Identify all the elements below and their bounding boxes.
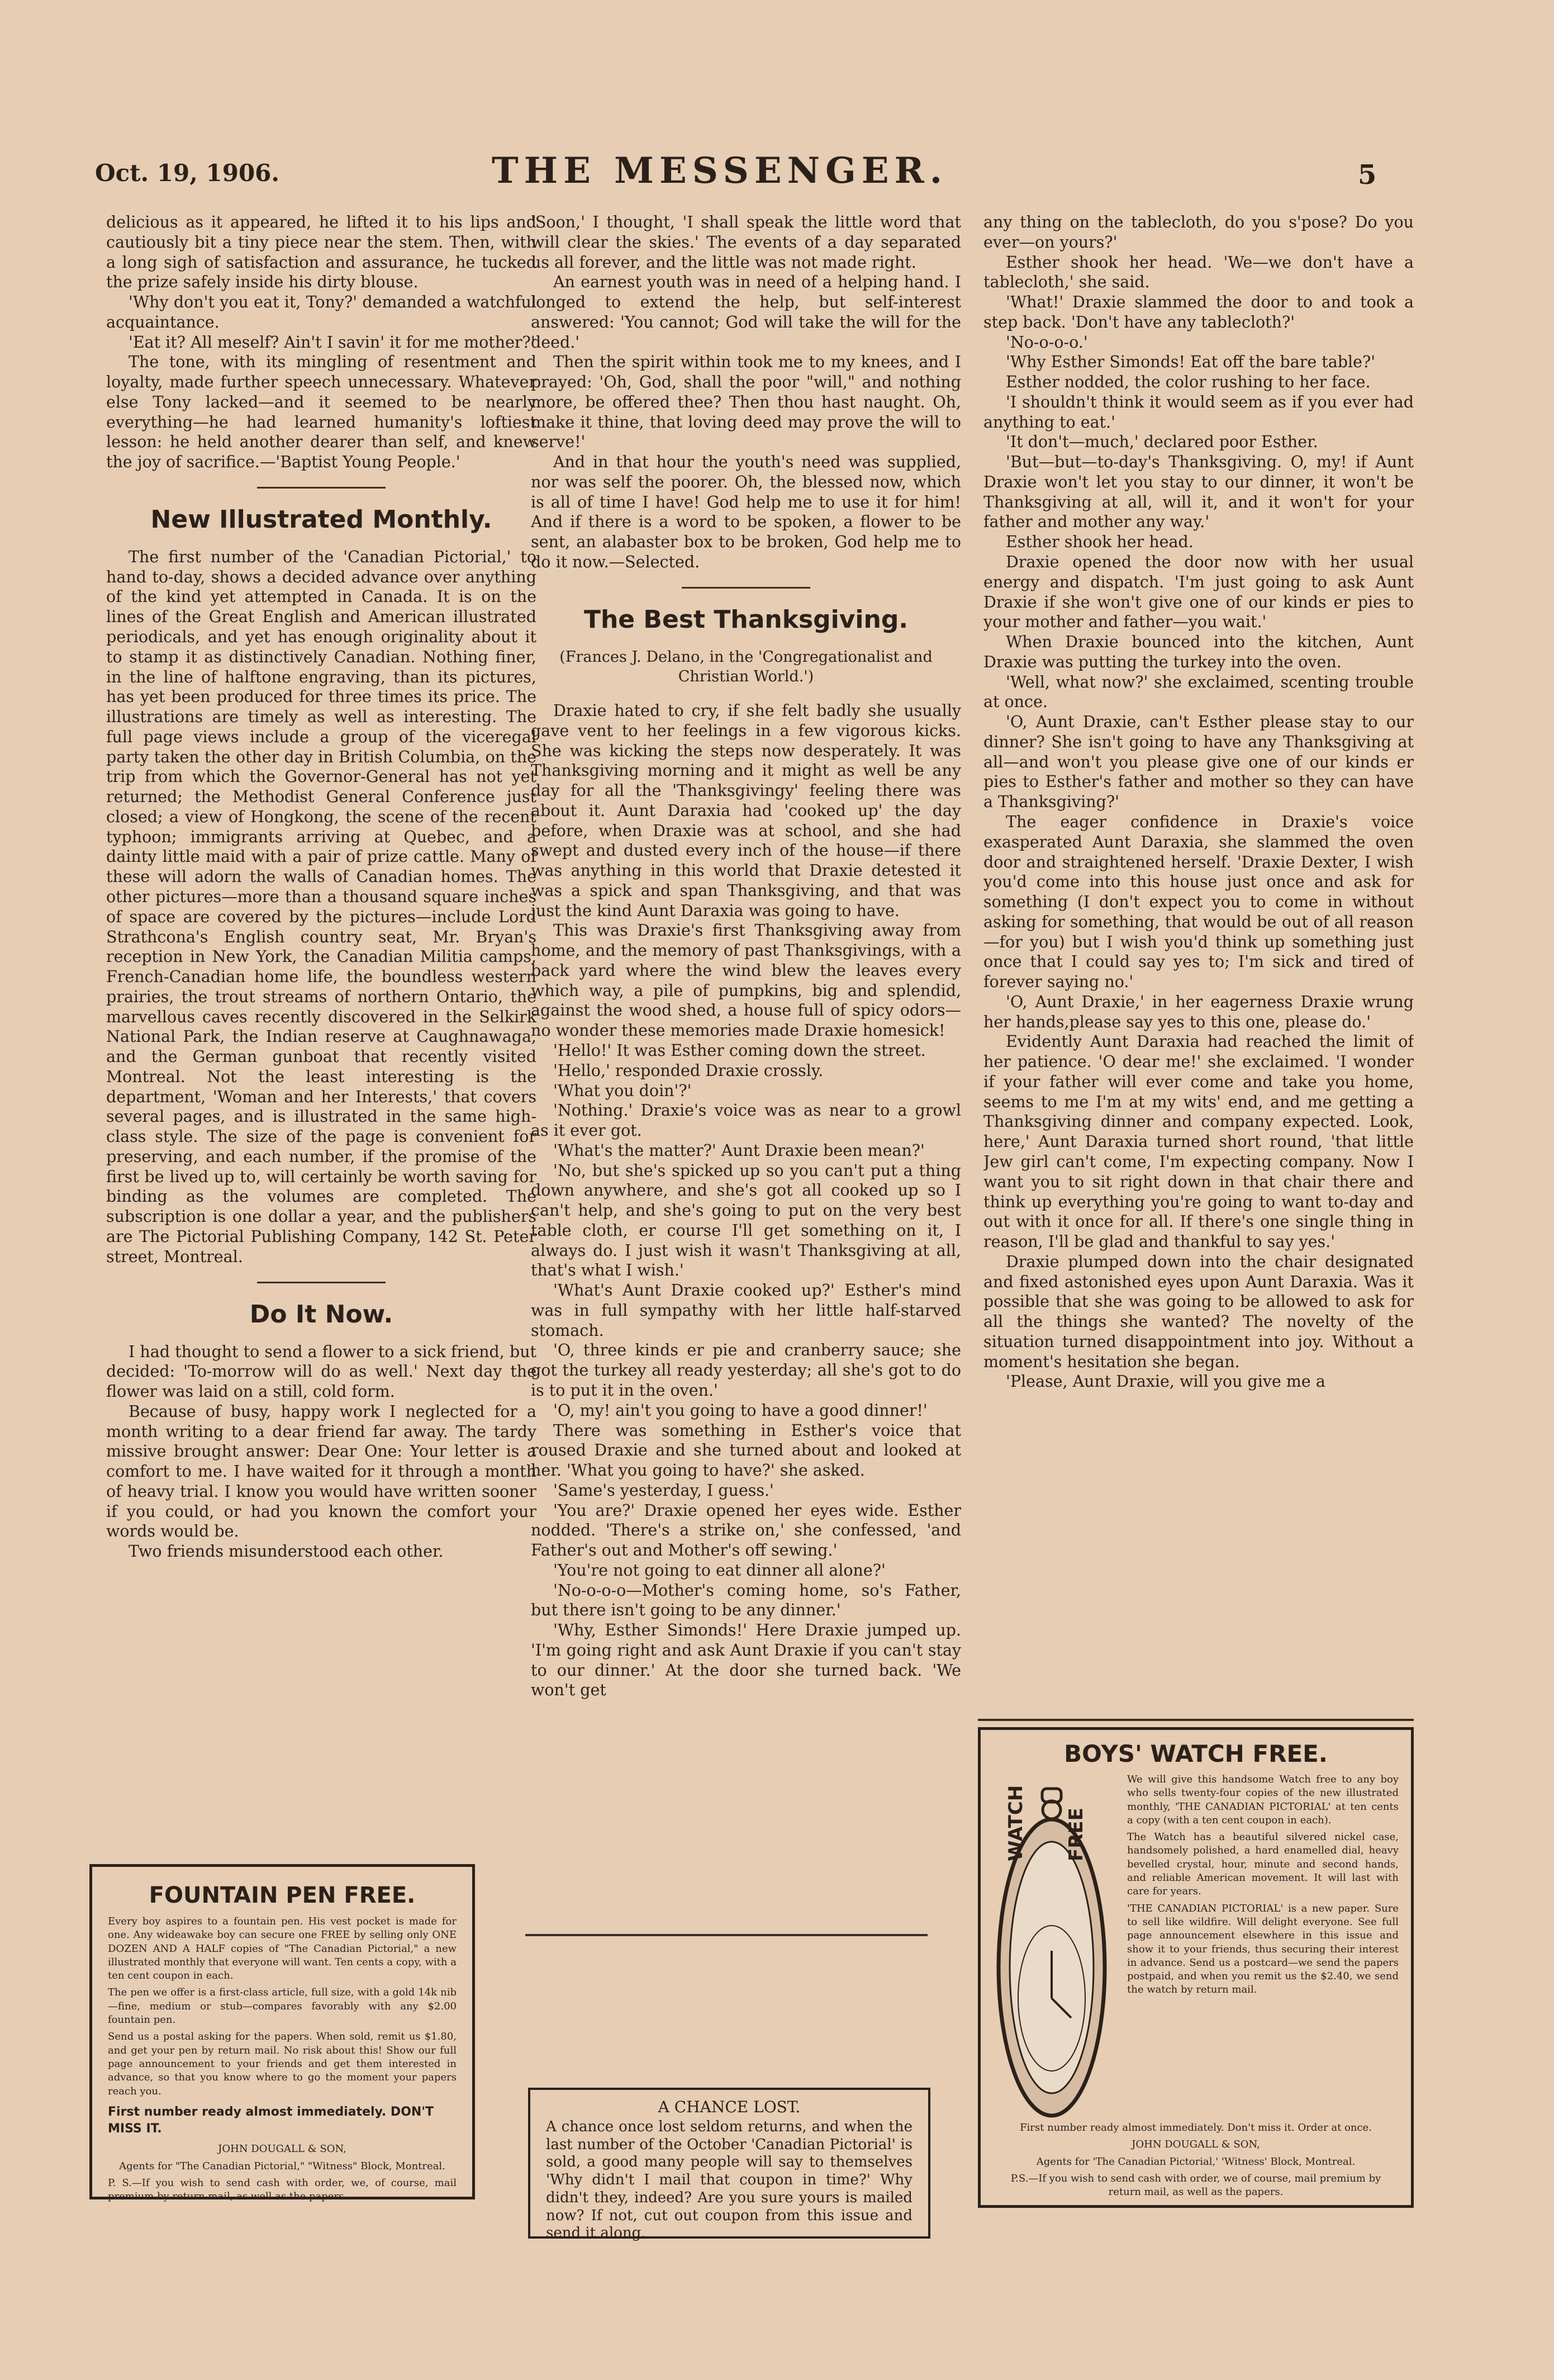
watch-word: WATCH xyxy=(1005,1785,1027,1861)
article-title-best-thanksgiving: The Best Thanksgiving. xyxy=(583,605,909,634)
ad-title: BOYS' WATCH FREE. xyxy=(1064,1740,1328,1767)
paragraph: 'No-o-o-o.' xyxy=(1006,333,1088,352)
paragraph: The tone, with its mingling of resentment and loyalty, made further speech unnecessary. Whatever else Tony lacked—and it seemed to be nearly everything—he had learned humanity's loftiest lesson: he held another dearer than self, and knew the joy of sacrifice.—'Baptist Young People.' xyxy=(106,353,536,472)
paragraph: 'No, but she's spicked up so you can't put a thing down anywhere, and she's got all cooked up so I can't help, and she's going to put on the very best table cloth, er course I'll get something on it, I always do. I just wish it wasn't Thanksgiving at all, that's what I wish.' xyxy=(531,1161,961,1280)
paragraph: 'What you doin'?' xyxy=(553,1081,692,1100)
paragraph: 'What!' Draxie slammed the door to and took a step back. 'Don't have any tablecloth?' xyxy=(983,293,1414,331)
paragraph: When Draxie bounced into the kitchen, Aunt Draxie was putting the turkey into the oven. xyxy=(983,633,1414,671)
paragraph: Evidently Aunt Daraxia had reached the limit of her patience. 'O dear me!' she exclaimed. 'I wonder if your father will ever come and take you home, seems to me I'm at my wits' end, and me getting a Thanksgiving dinner and company expected. Look, here,' Aunt Daraxia turned short round, 'that little Jew girl can't come, I'm expecting company. Now I want you to sit right down in that chair there and think up everything you're going to want to-day and out with it once for all. If there's one single thing in reason, I'll be glad and thankful to say yes.' xyxy=(983,1032,1414,1251)
paragraph: 'What's Aunt Draxie cooked up?' Esther's mind was in full sympathy with her little half-starved stomach. xyxy=(531,1281,961,1340)
ad-boys-watch xyxy=(978,1727,1414,2208)
paragraph: 'Same's yesterday, I guess.' xyxy=(553,1481,774,1500)
paragraph: 'Please, Aunt Draxie, will you give me a xyxy=(1006,1372,1325,1391)
paragraph: 'You're not going to eat dinner all alone?' xyxy=(553,1561,886,1580)
paragraph: Two friends misunderstood each other. xyxy=(129,1542,444,1561)
paragraph: 'It don't—much,' declared poor Esther. xyxy=(1006,433,1318,452)
ad-text: Every boy aspires to a fountain pen. His vest pocket is made for one. Any wideawake boy can secure one FREE by selling only ONE DOZEN AND A HALF copies of "The Canadian Pictorial," a new illustrated monthly that everyone will want. Ten cents a copy, with a ten cent coupon in each. xyxy=(108,1916,457,1982)
masthead-title: THE MESSENGER. xyxy=(492,150,948,192)
paragraph: Draxie opened the door now with her usual energy and dispatch. 'I'm just going to ask Aunt Draxie if she won't give one of our kinds er pies to your mother and father—you wait.' xyxy=(983,553,1414,632)
page-number: 5 xyxy=(1358,159,1377,191)
paragraph: 'O, three kinds er pie and cranberry sauce; she got the turkey all ready yesterday; all she's got to do is to put it in the oven.' xyxy=(531,1341,961,1400)
ad-title: A CHANCE LOST. xyxy=(658,2098,801,2116)
paragraph: 'Well, what now?' she exclaimed, scenting trouble at once. xyxy=(983,672,1414,712)
issue-date: Oct. 19, 1906. xyxy=(95,159,280,187)
paragraph: 'What's the matter?' Aunt Draxie been mean?' xyxy=(553,1141,925,1160)
ad-notice: First number ready almost immediately. Don't miss it. Order at once. xyxy=(1020,2122,1372,2134)
column-left xyxy=(106,212,536,1859)
divider-rule xyxy=(525,1934,928,1936)
ad-title: FOUNTAIN PEN FREE. xyxy=(149,1883,416,1908)
ad-publisher: JOHN DOUGALL & SON, xyxy=(218,2143,346,2155)
paragraph: Then the spirit within took me to my knees, and I prayed: 'Oh, God, shall the poor "will," and nothing more, be offered thee? Then thou hast naught. Oh, make it thine, that loving deed may prove the will to serve!' xyxy=(531,353,961,452)
ad-text: We will give this handsome Watch free to any boy who sells twenty-four copies of the new illustrated monthly, 'THE CANADIAN PICTORIAL' at ten cents a copy (with a ten cent coupon in each). xyxy=(1127,1774,1399,1826)
paragraph: There was something in Esther's voice that roused Draxie and she turned about and looked at her. 'What you going to have?' she asked. xyxy=(531,1421,961,1480)
ad-chance-lost xyxy=(528,2088,930,2242)
ad-text: The pen we offer is a first-class article, full size, with a gold 14k nib—fine, medium or stub—compares favorably with any $2.00 fountain pen. xyxy=(108,1987,457,2026)
pocket-watch-icon xyxy=(993,1783,1110,2118)
ad-notice: First number ready almost immediately. DON'T MISS IT. xyxy=(108,2104,434,2136)
paragraph: 'Why don't you eat it, Tony?' demanded a watchful acquaintance. xyxy=(106,293,536,331)
paragraph: Draxie hated to cry, if she felt badly she usually gave vent to her feelings in a few vigorous kicks. She was kicking the steps now desperately. It was Thanksgiving morning and it might as well be any day for all the 'Thanksgivingy' feeling there was about it. Aunt Daraxia had 'cooked up' the day before, when Draxie was at school, and she had swept and dusted every inch of the house—if there was anything in this world that Draxie detested it was a spick and span Thanksgiving, and that was just the kind Aunt Daraxia was going to have. xyxy=(531,701,961,920)
paragraph: Esther nodded, the color rushing to her face. xyxy=(1006,373,1371,392)
paragraph: Because of busy, happy work I neglected for a month writing to a dear friend far away. The tardy missive brought answer: Dear One: Your letter is a comfort to me. I have waited for it through a month of heavy trial. I know you would have written sooner if you could, or had you known the comfort your words would be. xyxy=(106,1402,536,1541)
paragraph: 'No-o-o-o—Mother's coming home, so's Father, but there isn't going to be any dinner.' xyxy=(531,1581,961,1620)
ad-agents: Agents for "The Canadian Pictorial," "Witness" Block, Montreal. xyxy=(119,2160,445,2172)
column-right xyxy=(983,212,1414,1722)
paragraph: any thing on the tablecloth, do you s'pose? Do you ever—on yours?' xyxy=(983,213,1414,252)
divider-rule xyxy=(978,1719,1414,1721)
article-byline: (Frances J. Delano, in the 'Congregationalist and Christian World.') xyxy=(559,648,933,685)
paragraph: An earnest youth was in need of a helping hand. I longed to extend the help, but self-interest answered: 'You cannot; God will take the will for the deed.' xyxy=(531,273,961,352)
paragraph: Esther shook her head. 'We—we don't have a tablecloth,' she said. xyxy=(983,253,1414,292)
paragraph: And in that hour the youth's need was supplied, nor was self the poorer. Oh, the blessed now, which is all of time I have! God help me to use it for him! And if there is a word to be spoken, a flower to be sent, an alabaster box to be broken, God help me to do it now.—Selected. xyxy=(531,453,961,572)
ad-body xyxy=(1127,1773,1399,1997)
ad-fountain-pen xyxy=(89,1864,475,2203)
paragraph: Draxie plumped down into the chair designated and fixed astonished eyes upon Aunt Daraxia. Was it possible that she was going to be allowed to ask for all the things she wanted? The novelty of the situation turned disappointment into joy. Without a moment's hesitation she began. xyxy=(983,1252,1414,1371)
ad-text: 'THE CANADIAN PICTORIAL' is a new paper. Sure to sell like wildfire. Will delight everyone. See full page announcement elsewhere in this issue and show it to your friends, thus securing their interest in advance. Send us a postcard—we send the papers postpaid, and when you remit us the $2.40, we send the watch by return mail. xyxy=(1127,1902,1399,1996)
paragraph: I had thought to send a flower to a sick friend, but decided: 'To-morrow will do as well.' Next day the flower was laid on a still, cold form. xyxy=(106,1342,536,1401)
free-word: FREE xyxy=(1065,1808,1087,1861)
paragraph: The eager confidence in Draxie's voice exasperated Aunt Daraxia, she slammed the oven door and straightened herself. 'Draxie Dexter, I wish you'd come into this house just once and ask for something (I don't expect you to come in without asking for something, that would be out of all reason—for you) but I wish you'd think up something just once that I could say yes to; I'm sick and tired of forever saying no.' xyxy=(983,812,1414,992)
paragraph: Esther shook her head. xyxy=(1006,533,1194,552)
paragraph: 'Nothing.' Draxie's voice was as near to a growl as it ever got. xyxy=(531,1101,961,1140)
ad-agents: Agents for 'The Canadian Pictorial,' 'Witness' Block, Montreal. xyxy=(1036,2155,1356,2168)
paragraph: 'Why Esther Simonds! Eat off the bare table?' xyxy=(1006,353,1376,372)
watch-illustration xyxy=(993,1783,1110,2118)
paragraph: The first number of the 'Canadian Pictorial,' to hand to-day, shows a decided advance over anything of the kind yet attempted in Canada. It is on the lines of the Great English and American illustrated periodicals, and yet has enough originality about it to stamp it as distinctively Canadian. Nothing finer, in the line of halftone engraving, than its pictures, has yet been produced for three times its price. The illustrations are timely as well as interesting. The full page views include a group of the viceregal party taken the other day in British Columbia, on the trip from which the Governor-General has not yet returned; the Methodist General Conference just closed; a view of Hongkong, the scene of the recent typhoon; immigrants arriving at Quebec, and a dainty little maid with a pair of prize cattle. Many of these will adorn the walls of Canadian homes. The other pictures—more than a thousand square inches of space are covered by the pictures—include Lord Strathcona's English country seat, Mr. Bryan's reception in New York, the Canadian Militia camps, French-Canadian home life, the boundless western prairies, the trout streams of northern Ontario, the marvellous caves recently discovered in the Selkirk National Park, the Indian reserve at Caughnawaga, and the German gunboat that recently visited Montreal. Not the least interesting is the department, 'Woman and her Interests,' that covers several pages, and is illustrated in the same high-class style. The size of the page is convenient for preserving, and each number, if the promise of the first be lived up to, will certainly be worth saving for binding as the volumes are completed. The subscription is one dollar a year, and the publishers are The Pictorial Publishing Company, 142 St. Peter street, Montreal. xyxy=(106,547,536,1266)
paragraph: 'O, Aunt Draxie,' in her eagerness Draxie wrung her hands,please say yes to this one, please do.' xyxy=(983,992,1414,1031)
divider-rule xyxy=(257,487,386,489)
paragraph: 'O, Aunt Draxie, can't Esther please stay to our dinner? She isn't going to have any Thanksgiving at all—and won't you please give one of our kinds er pies to Esther's father and mother so they can have a Thanksgiving?' xyxy=(983,713,1414,812)
ad-postscript: P.S.—If you wish to send cash with order, we of course, mail premium by return mail, as well as the papers. xyxy=(1010,2172,1381,2198)
divider-rule xyxy=(257,1282,386,1283)
column-middle xyxy=(531,212,961,1928)
paragraph: 'Why, Esther Simonds!' Here Draxie jumped up. 'I'm going right and ask Aunt Draxie if you can't stay to our dinner.' At the door she turned back. 'We won't get xyxy=(531,1621,961,1700)
paragraph: delicious as it appeared, he lifted it to his lips and cautiously bit a tiny piece near the stem. Then, with a long sigh of satisfaction and assurance, he tucked the prize safely inside his dirty blouse. xyxy=(106,213,536,292)
paragraph: 'O, my! ain't you going to have a good dinner!' xyxy=(553,1401,928,1420)
ad-publisher: JOHN DOUGALL & SON, xyxy=(1132,2139,1260,2151)
ad-text: The Watch has a beautiful silvered nickel case, handsomely polished, a hard enamelled dial, heavy bevelled crystal, hour, minute and second hands, and reliable American movement. It will last with care for years. xyxy=(1127,1831,1399,1898)
paragraph: 'But—but—to-day's Thanksgiving. O, my! if Aunt Draxie won't let you stay to our dinner, it won't be Thanksgiving at all, will it, and it won't for your father and mother any way.' xyxy=(983,453,1414,532)
divider-rule xyxy=(682,587,810,589)
paragraph: 'Hello,' responded Draxie crossly. xyxy=(553,1061,824,1080)
paragraph: 'Eat it? All meself? Ain't I savin' it for me mother?' xyxy=(129,333,535,352)
ad-text: Send us a postal asking for the papers. When sold, remit us $1.80, and get your pen by return mail. No risk about this! Show our full page announcement to your friends and get them interested in advance, so that you know where to go the moment your papers reach you. xyxy=(108,2031,457,2097)
ad-footer xyxy=(993,2121,1399,2202)
article-title-monthly: New Illustrated Monthly. xyxy=(150,505,492,534)
ad-text: A chance once lost seldom returns, and when the last number of the October 'Canadian Pictorial' is sold, a good many people will say to themselves 'Why didn't I mail that coupon in time?' Why didn't they, indeed? Are you sure yours is mailed now? If not, cut out coupon from this issue and send it along. xyxy=(546,2118,913,2242)
ad-postscript: P. S.—If you wish to send cash with order, we, of course, mail premium by return mail, as well as the papers. xyxy=(108,2177,457,2203)
paragraph: 'Hello!' It was Esther coming down the street. xyxy=(553,1041,926,1060)
paragraph: 'I shouldn't think it would seem as if you ever had anything to eat.' xyxy=(983,392,1414,432)
article-title-do-it-now: Do It Now. xyxy=(249,1300,393,1329)
paragraph: 'You are?' Draxie opened her eyes wide. Esther nodded. 'There's a strike on,' she confessed, 'and Father's out and Mother's off sewing.' xyxy=(531,1501,961,1560)
paragraph: This was Draxie's first Thanksgiving away from home, and the memory of past Thanksgivings, with a back yard where the wind blew the leaves every which way, a pile of pumpkins, big and splendid, against the wood shed, a house full of spicy odors—no wonder these memories made Draxie homesick! xyxy=(531,921,961,1040)
paragraph: 'Soon,' I thought, 'I shall speak the little word that will clear the skies.' The events of a day separated us all forever, and the little was not made right. xyxy=(531,213,961,272)
